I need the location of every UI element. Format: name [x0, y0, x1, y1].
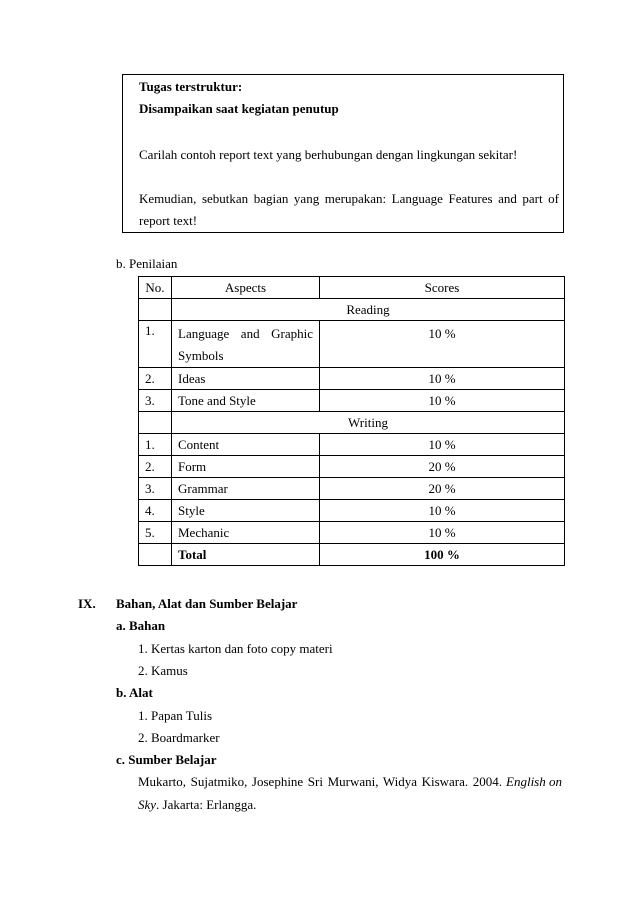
- row-number: 2.: [139, 368, 172, 390]
- task-subtitle: Disampaikan saat kegiatan penutup: [139, 101, 339, 116]
- row-number: 5.: [139, 522, 172, 544]
- section-row-writing: [139, 412, 565, 434]
- header-scores: Scores: [320, 277, 565, 299]
- row-number: 3.: [139, 390, 172, 412]
- task-instruction-2-line-1: Kemudian, sebutkan bagian yang merupakan: Language Features and part of: [139, 191, 559, 206]
- table-row: [139, 500, 565, 522]
- row-score: 10 %: [320, 368, 565, 390]
- task-instruction-1: Carilah contoh report text yang berhubungan dengan lingkungan sekitar!: [139, 147, 518, 162]
- reference-title-part: English on: [506, 774, 562, 789]
- table-header-row: [139, 277, 565, 299]
- section-row-reading: [139, 299, 565, 321]
- table-cell-empty: [139, 299, 172, 321]
- table-cell-empty: [139, 544, 172, 566]
- reference-line-2: [138, 797, 256, 813]
- total-score: 100 %: [320, 544, 565, 566]
- row-number: 3.: [139, 478, 172, 500]
- reference-authors: [138, 774, 502, 790]
- row-aspect: Tone and Style: [172, 390, 320, 412]
- reference-title-part: Sky: [138, 797, 157, 812]
- row-number: 2.: [139, 456, 172, 478]
- aspect-word: Language: [178, 326, 230, 341]
- table-row: [139, 390, 565, 412]
- task-title: Tugas terstruktur:: [139, 79, 243, 94]
- row-aspect: Ideas: [172, 368, 320, 390]
- table-row: [139, 321, 565, 368]
- aspect-word: Graphic: [271, 326, 313, 341]
- row-number: 4.: [139, 500, 172, 522]
- row-aspect: Content: [172, 434, 320, 456]
- table-row: [139, 478, 565, 500]
- aspect-word: and: [240, 326, 260, 341]
- table-row: [139, 368, 565, 390]
- row-score: 10 %: [320, 500, 565, 522]
- row-score: 10 %: [320, 434, 565, 456]
- subsection-alat: b. Alat: [116, 685, 153, 700]
- row-number: 1.: [139, 434, 172, 456]
- row-score: 10 %: [320, 390, 565, 412]
- reference-publisher: . Jakarta: Erlangga.: [156, 797, 257, 812]
- row-aspect: Grammar: [172, 478, 320, 500]
- row-score: 10 %: [320, 321, 565, 368]
- section-number: IX.: [78, 596, 96, 611]
- row-aspect: Style: [172, 500, 320, 522]
- header-aspects: Aspects: [172, 277, 320, 299]
- table-row: [139, 522, 565, 544]
- row-score: 20 %: [320, 456, 565, 478]
- scores-table: [138, 276, 565, 566]
- subsection-bahan: a. Bahan: [116, 618, 166, 633]
- task-box: [122, 74, 564, 233]
- list-item: 2. Kamus: [138, 663, 188, 678]
- section-label-writing: Writing: [172, 412, 565, 434]
- aspect-word: Symbols: [178, 348, 224, 363]
- row-score: 20 %: [320, 478, 565, 500]
- total-label: Total: [172, 544, 320, 566]
- list-item: 1. Kertas karton dan foto copy materi: [138, 641, 333, 656]
- task-instruction-2-line-2: report text!: [139, 213, 198, 228]
- table-row: [139, 434, 565, 456]
- header-no: No.: [139, 277, 172, 299]
- list-item: 1. Papan Tulis: [138, 708, 213, 723]
- penilaian-heading: b. Penilaian: [116, 256, 178, 271]
- subsection-sumber-belajar: c. Sumber Belajar: [116, 752, 217, 767]
- row-aspect: [172, 321, 320, 368]
- row-aspect: Form: [172, 456, 320, 478]
- total-row: [139, 544, 565, 566]
- row-score: 10 %: [320, 522, 565, 544]
- table-row: [139, 456, 565, 478]
- list-item: 2. Boardmarker: [138, 730, 220, 745]
- section-label-reading: Reading: [172, 299, 565, 321]
- reference-text: Mukarto, Sujatmiko, Josephine Sri Murwani, Widya Kiswara. 2004.: [138, 774, 503, 789]
- section-title: Bahan, Alat dan Sumber Belajar: [116, 596, 298, 611]
- reference-line-1: [138, 774, 562, 790]
- table-cell-empty: [139, 412, 172, 434]
- row-number: 1.: [139, 321, 172, 368]
- row-aspect: Mechanic: [172, 522, 320, 544]
